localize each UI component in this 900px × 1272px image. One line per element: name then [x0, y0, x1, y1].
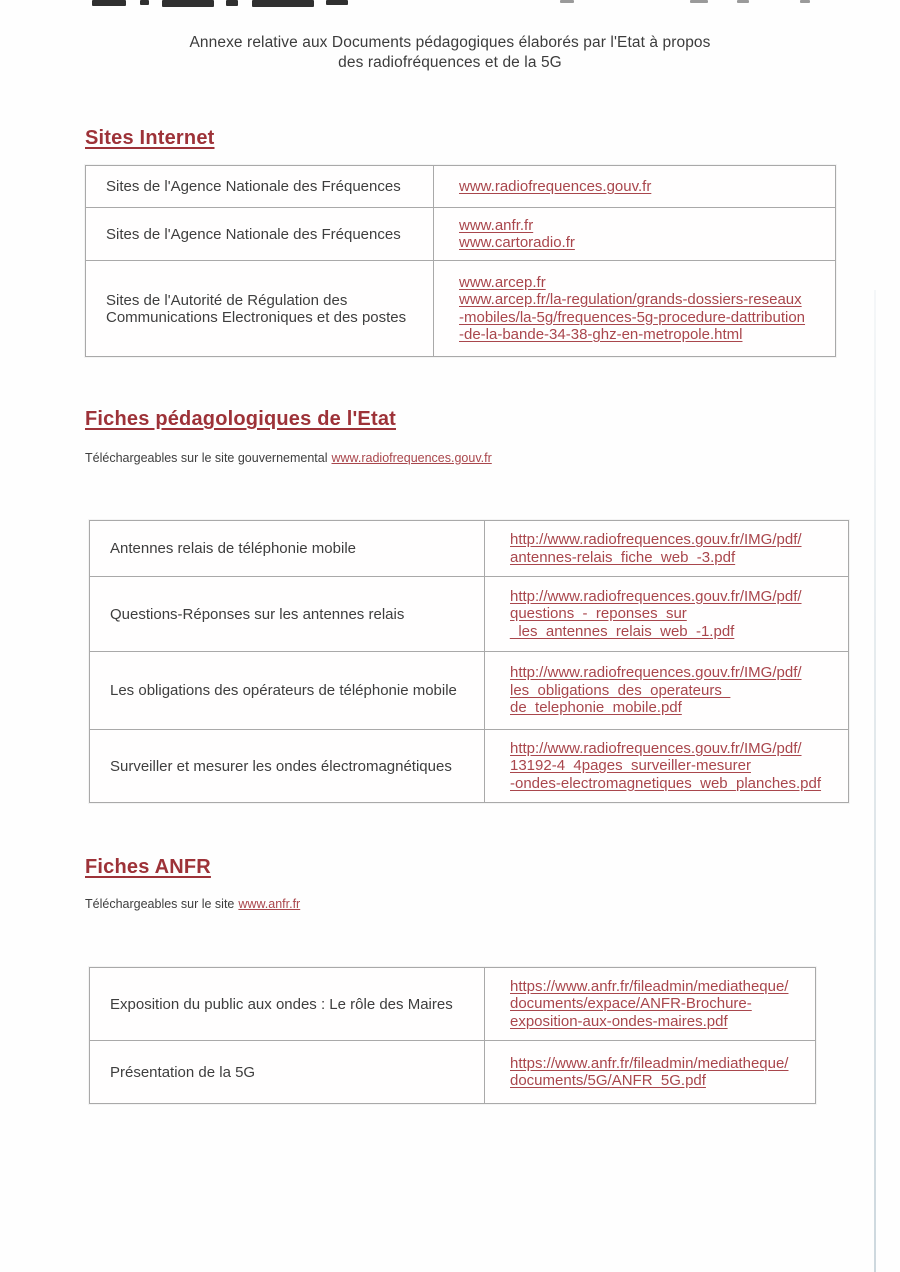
url-link[interactable]: -de-la-bande-34-38-ghz-en-metropole.html	[459, 326, 743, 343]
fiche-label: Les obligations des opérateurs de téléphonie mobile	[90, 652, 485, 729]
url-link[interactable]: http://www.radiofrequences.gouv.fr/IMG/pdf/	[510, 531, 802, 548]
fiches-etat-intro	[85, 451, 492, 465]
fiches-anfr-intro	[85, 897, 300, 911]
intro-url-link[interactable]: www.anfr.fr	[238, 897, 301, 911]
scan-page-edge	[874, 290, 876, 1272]
url-link[interactable]: https://www.anfr.fr/fileadmin/mediatheque/	[510, 1054, 789, 1072]
table-row	[86, 261, 835, 356]
url-link[interactable]: www.arcep.fr	[459, 273, 546, 291]
fiche-label: Questions-Réponses sur les antennes relais	[90, 577, 485, 651]
url-link[interactable]: questions_-_reponses_sur	[510, 605, 687, 623]
intro-url-link[interactable]: www.radiofrequences.gouv.fr	[331, 451, 492, 465]
url-link[interactable]: www.anfr.fr	[459, 216, 534, 234]
fiche-links-cell	[485, 968, 815, 1040]
intro-text: Téléchargeables sur le site gouvernemental	[85, 451, 328, 465]
url-link[interactable]: http://www.radiofrequences.gouv.fr/IMG/pdf/	[510, 739, 802, 757]
fiche-links-cell	[485, 1041, 815, 1103]
url-link[interactable]: documents/5G/ANFR_5G.pdf	[510, 1072, 706, 1089]
table-row	[86, 166, 835, 208]
url-link[interactable]: les_obligations_des_operateurs_	[510, 681, 731, 699]
fiche-links-cell	[485, 652, 848, 729]
intro-text: Téléchargeables sur le site	[85, 897, 235, 911]
url-link[interactable]: www.arcep.fr/la-regulation/grands-dossiers-reseaux	[459, 291, 802, 308]
fiches-anfr-table	[89, 967, 816, 1104]
url-link[interactable]: documents/expace/ANFR-Brochure-	[510, 995, 752, 1013]
url-link[interactable]: -ondes-electromagnetiques_web_planches.pdf	[510, 774, 822, 792]
fiche-label: Antennes relais de téléphonie mobile	[90, 521, 485, 576]
url-link[interactable]: antennes-relais_fiche_web_-3.pdf	[510, 548, 736, 566]
table-row	[90, 1041, 815, 1103]
document-title-line2: des radiofréquences et de la 5G	[338, 54, 562, 71]
url-link[interactable]: de_telephonie_mobile.pdf	[510, 699, 682, 717]
url-link[interactable]: https://www.anfr.fr/fileadmin/mediatheque/	[510, 977, 789, 995]
fiche-label: Surveiller et mesurer les ondes électromagnétiques	[90, 730, 485, 802]
table-row	[90, 968, 815, 1041]
fiche-links-cell	[485, 577, 848, 651]
fiche-links-cell	[485, 521, 848, 576]
site-label: Sites de l'Agence Nationale des Fréquences	[86, 166, 434, 207]
url-link[interactable]: 13192-4_4pages_surveiller-mesurer	[510, 757, 751, 775]
url-link[interactable]: www.radiofrequences.gouv.fr	[459, 177, 652, 195]
table-row	[90, 730, 848, 802]
fiche-label: Présentation de la 5G	[90, 1041, 485, 1103]
table-row	[90, 652, 848, 730]
url-link[interactable]: http://www.radiofrequences.gouv.fr/IMG/pdf/	[510, 587, 802, 605]
fiche-label: Exposition du public aux ondes : Le rôle des Maires	[90, 968, 485, 1040]
site-label: Sites de l'Agence Nationale des Fréquences	[86, 208, 434, 260]
table-row	[86, 208, 835, 261]
fiche-links-cell	[485, 730, 848, 802]
table-row	[90, 577, 848, 652]
sites-internet-table	[85, 165, 836, 357]
url-link[interactable]: http://www.radiofrequences.gouv.fr/IMG/pdf/	[510, 664, 802, 682]
site-links-cell	[434, 208, 835, 260]
document-title-line1: Annexe relative aux Documents pédagogiques élaborés par l'Etat à propos	[189, 34, 711, 51]
section-heading-fiches-etat: Fiches pédagologiques de l'Etat	[85, 408, 397, 430]
url-link[interactable]: -mobiles/la-5g/frequences-5g-procedure-dattribution	[459, 308, 806, 326]
document-title	[0, 33, 900, 73]
url-link[interactable]: exposition-aux-ondes-maires.pdf	[510, 1012, 728, 1030]
site-links-cell	[434, 261, 835, 356]
url-link[interactable]: www.cartoradio.fr	[459, 234, 575, 251]
section-heading-sites-internet: Sites Internet	[85, 127, 215, 149]
site-label: Sites de l'Autorité de Régulation des Communications Electroniques et des postes	[86, 261, 434, 356]
url-link[interactable]: _les_antennes_relais_web_-1.pdf	[510, 622, 735, 640]
section-heading-fiches-anfr: Fiches ANFR	[85, 856, 211, 878]
table-row	[90, 521, 848, 577]
site-links-cell	[434, 166, 835, 207]
fiches-etat-table	[89, 520, 849, 803]
